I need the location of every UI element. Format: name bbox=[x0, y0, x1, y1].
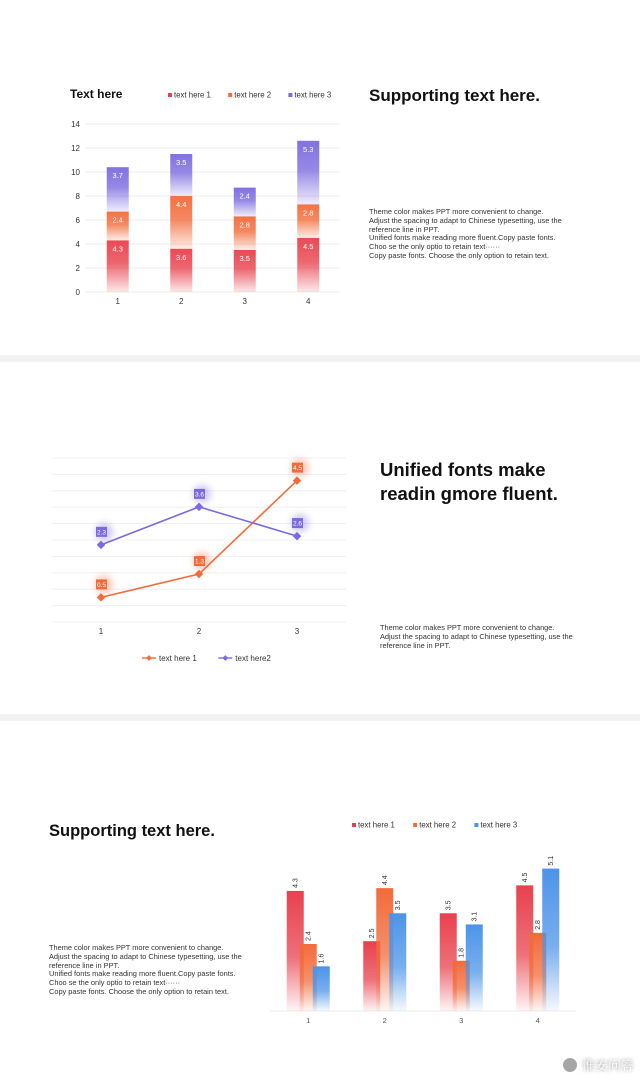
y-tick-label: 6 bbox=[75, 216, 80, 225]
x-tick-label: 3 bbox=[459, 1016, 464, 1025]
slide-2-heading bbox=[380, 458, 558, 506]
data-label: 3.1 bbox=[471, 911, 479, 922]
bar bbox=[313, 966, 330, 1011]
slide-1 bbox=[0, 0, 640, 355]
data-label: 2.8 bbox=[239, 220, 250, 230]
legend-label: text here 1 bbox=[159, 654, 197, 663]
legend-label: text here2 bbox=[235, 654, 271, 663]
body-line: Adjust the spacing to adapt to Chinese typesetting, use the bbox=[380, 631, 573, 641]
data-point bbox=[195, 503, 203, 511]
data-label: 2.4 bbox=[112, 215, 123, 225]
data-label: 2.8 bbox=[535, 920, 543, 930]
body-line: Copy paste fonts. Choose the only option to retain text. bbox=[369, 250, 549, 260]
legend-swatch bbox=[168, 93, 172, 97]
x-tick-label: 3 bbox=[294, 627, 300, 636]
data-label: 3.5 bbox=[395, 900, 403, 911]
legend-swatch bbox=[413, 823, 417, 827]
body-line: reference line in PPT. bbox=[380, 640, 451, 650]
data-point bbox=[97, 541, 105, 549]
data-label: 3.5 bbox=[445, 900, 453, 911]
data-label: 2.4 bbox=[305, 931, 313, 941]
grouped-bar-chart bbox=[0, 721, 640, 1080]
body-line: Theme color makes PPT more convenient to change. bbox=[380, 623, 555, 632]
x-tick-label: 2 bbox=[382, 1016, 387, 1025]
x-tick-label: 1 bbox=[98, 627, 104, 636]
bar bbox=[542, 869, 559, 1011]
data-label: 1.8 bbox=[458, 948, 466, 958]
legend-marker bbox=[222, 655, 228, 661]
data-label: 1.6 bbox=[318, 953, 326, 964]
y-tick-label: 12 bbox=[71, 144, 80, 153]
stacked-bar-chart bbox=[0, 0, 640, 355]
y-tick-label: 10 bbox=[71, 168, 80, 177]
data-label: 4.3 bbox=[112, 244, 123, 254]
legend-label: text here 2 bbox=[234, 90, 272, 100]
data-label: 2.6 bbox=[292, 520, 303, 528]
y-tick-label: 0 bbox=[75, 288, 80, 297]
data-label: 2.8 bbox=[303, 208, 314, 218]
slide-3-body-text bbox=[49, 944, 242, 997]
chart-1-title: Text here bbox=[70, 87, 123, 101]
data-label: 1.3 bbox=[194, 558, 205, 566]
legend-label: text here 1 bbox=[174, 90, 211, 100]
data-label: 5.1 bbox=[548, 855, 556, 866]
data-label: 2.5 bbox=[369, 928, 377, 939]
watermark bbox=[562, 1055, 634, 1074]
slide-3-heading: Supporting text here. bbox=[49, 822, 215, 840]
data-label: 0.5 bbox=[96, 581, 107, 589]
x-tick-label: 4 bbox=[306, 297, 311, 306]
body-line: Choo se the only optio to retain text······ bbox=[369, 242, 501, 252]
data-label: 4.4 bbox=[382, 875, 390, 886]
body-line: Theme color makes PPT more convenient to change. bbox=[369, 207, 544, 216]
y-tick-label: 2 bbox=[75, 264, 80, 273]
data-label: 5.3 bbox=[303, 144, 314, 154]
bar bbox=[389, 913, 406, 1011]
body-line: reference line in PPT. bbox=[369, 224, 440, 234]
slide-2-heading-line-1: Unified fonts make bbox=[380, 459, 546, 480]
y-tick-label: 4 bbox=[75, 240, 80, 249]
legend-label: text here 3 bbox=[294, 90, 332, 100]
data-point bbox=[293, 532, 301, 540]
x-tick-label: 1 bbox=[306, 1016, 311, 1025]
x-tick-label: 2 bbox=[179, 297, 184, 306]
x-tick-label: 1 bbox=[115, 297, 120, 306]
data-label: 3.6 bbox=[176, 252, 187, 262]
series-line bbox=[101, 507, 297, 545]
x-tick-label: 3 bbox=[242, 297, 247, 306]
data-label: 4.5 bbox=[303, 242, 314, 251]
legend-swatch bbox=[228, 93, 232, 97]
slide-2 bbox=[0, 362, 640, 714]
legend-marker bbox=[146, 655, 152, 661]
slide-1-body-text bbox=[369, 208, 562, 261]
slide-2-heading-line-2: readin gmore fluent. bbox=[380, 483, 558, 504]
data-label: 4.5 bbox=[522, 872, 530, 883]
data-label: 4.4 bbox=[176, 200, 187, 209]
data-label: 4.5 bbox=[292, 465, 303, 473]
legend-label: text here 3 bbox=[480, 820, 518, 830]
data-label: 3.5 bbox=[176, 158, 187, 167]
slide-1-heading: Supporting text here. bbox=[369, 86, 540, 105]
body-line: Copy paste fonts. Choose the only option to retain text. bbox=[49, 986, 229, 996]
body-line: Unified fonts make reading more fluent.Copy paste fonts. bbox=[49, 969, 236, 979]
data-label: 3.7 bbox=[112, 171, 123, 181]
bar bbox=[466, 924, 483, 1011]
data-label: 3.6 bbox=[194, 491, 205, 499]
data-label: 2.3 bbox=[96, 529, 107, 537]
slide-2-body-text bbox=[380, 624, 573, 650]
x-tick-label: 2 bbox=[196, 627, 202, 636]
body-line: Adjust the spacing to adapt to Chinese typesetting, use the bbox=[369, 215, 562, 225]
legend-label: text here 1 bbox=[358, 820, 395, 830]
legend-swatch bbox=[474, 823, 478, 827]
slide-3 bbox=[0, 721, 640, 1080]
legend-label: text here 2 bbox=[419, 820, 457, 830]
legend-swatch bbox=[352, 823, 356, 827]
data-label: 3.5 bbox=[239, 254, 250, 263]
data-label: 2.4 bbox=[239, 191, 250, 201]
watermark-logo-icon bbox=[562, 1057, 578, 1073]
x-tick-label: 4 bbox=[535, 1016, 540, 1025]
line-chart bbox=[0, 362, 640, 714]
body-line: reference line in PPT. bbox=[49, 960, 120, 970]
legend-swatch bbox=[288, 93, 292, 97]
body-line: Adjust the spacing to adapt to Chinese typesetting, use the bbox=[49, 951, 242, 961]
body-line: Choo se the only optio to retain text······ bbox=[49, 978, 181, 988]
y-tick-label: 14 bbox=[71, 120, 80, 129]
data-point bbox=[97, 593, 105, 601]
body-line: Unified fonts make reading more fluent.Copy paste fonts. bbox=[369, 233, 556, 243]
y-tick-label: 8 bbox=[75, 192, 80, 201]
body-line: Theme color makes PPT more convenient to change. bbox=[49, 943, 224, 952]
watermark-text: 惟安问答 bbox=[581, 1058, 634, 1073]
data-label: 4.3 bbox=[292, 878, 300, 888]
